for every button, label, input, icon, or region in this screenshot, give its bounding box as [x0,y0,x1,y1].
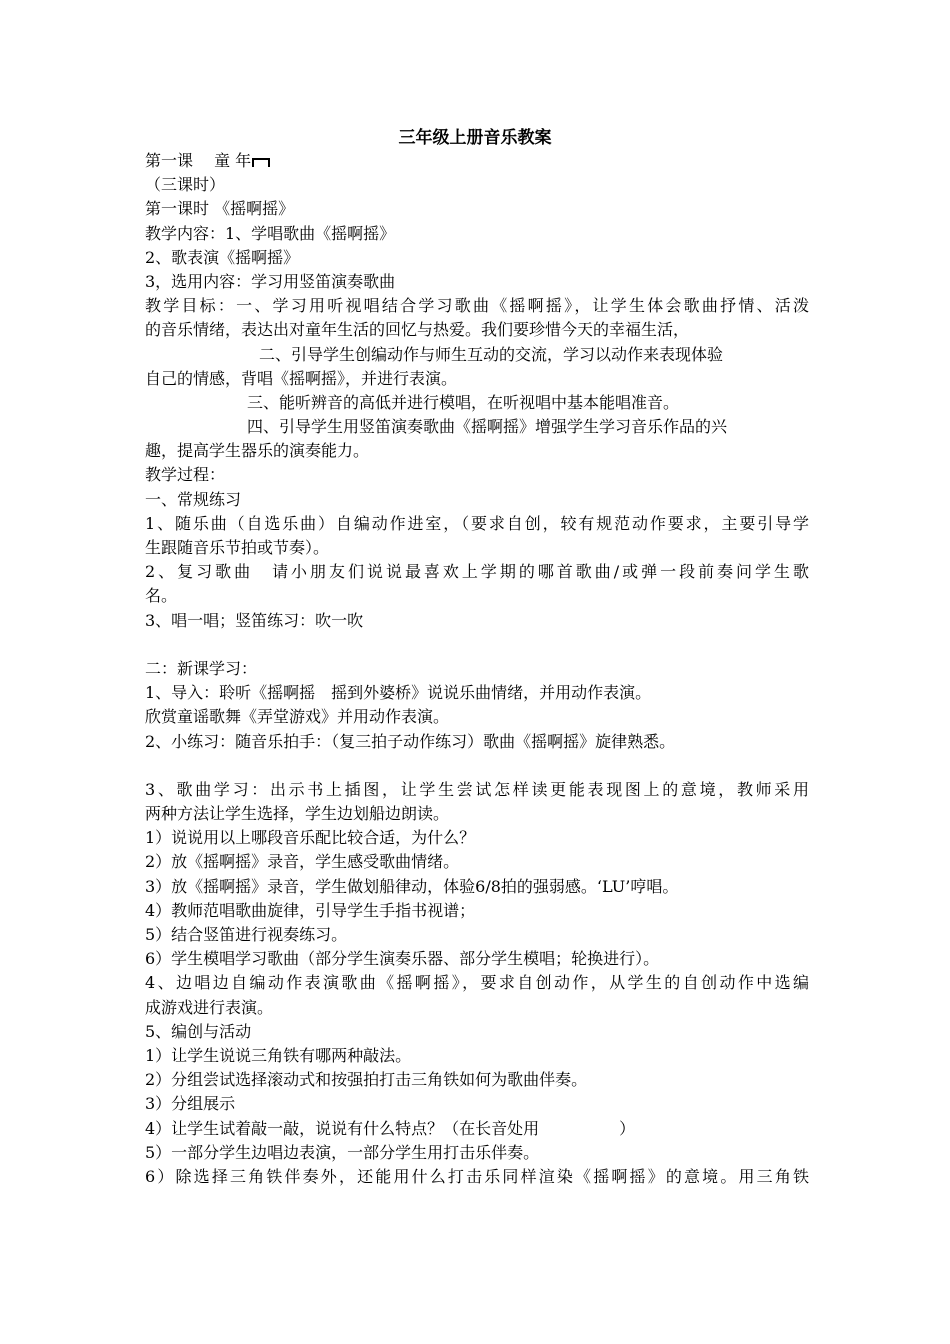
text-line: 4、边唱边自编动作表演歌曲《摇啊摇》，要求自创动作，从学生的自创动作中选编 [145,973,809,993]
text-line: 趣，提高学生器乐的演奏能力。 [145,441,370,461]
blank-line [145,754,809,778]
document-body [145,149,809,1189]
text-line: 4）教师范唱歌曲旋律，引导学生手指书视谱； [145,900,476,920]
annotation-mark-icon [252,158,270,167]
text-line: 6）学生模唱学习歌曲（部分学生演奏乐器、部分学生模唱；轮换进行）。 [145,949,660,969]
text-line: 1）说说用以上哪段音乐配比较合适，为什么？ [145,828,476,848]
text-line: 3）分组展示 [145,1094,236,1114]
text-line: 1、随乐曲（自选乐曲）自编动作进室，（要求自创，较有规范动作要求，主要引导学 [145,513,809,533]
text-line: 6）除选择三角铁伴奏外，还能用什么打击乐同样渲染《摇啊摇》的意境。用三角铁 [145,1166,809,1186]
text-line: 的音乐情绪，表达出对童年生活的回忆与热爱。我们要珍惜今天的幸福生活， [145,320,690,340]
text-line: 2）放《摇啊摇》录音，学生感受歌曲情绪。 [145,852,460,872]
text-line: 第一课时 《摇啊摇》 [145,199,295,219]
text-line: 3，选用内容：学习用竖笛演奏歌曲 [145,271,396,291]
text-line: 3、唱一唱；竖笛练习：吹一吹 [145,610,364,630]
text-line: 1）让学生说说三角铁有哪两种敲法。 [145,1045,412,1065]
text-line: （三课时） [145,175,226,195]
text-line: 3、歌曲学习：出示书上插图，让学生尝试怎样读更能表现图上的意境，教师采用 [145,779,809,799]
text-line: 三、能听辨音的高低并进行模唱，在听视唱中基本能唱准音。 [247,392,680,412]
text-line: 3）放《摇啊摇》录音，学生做划船律动，体验6/8拍的强弱感。‘LU’哼唱。 [145,876,679,896]
text-line: 两种方法让学生选择，学生边划船边朗读。 [145,804,450,824]
lesson-heading: 第一课 童 年 [145,151,252,170]
text-line: 一、常规练习 [145,489,242,509]
text-line: 自己的情感，背唱《摇啊摇》，并进行表演。 [145,368,458,388]
text-line: 二：新课学习： [145,658,258,678]
text-line: 教学内容：1、学唱歌曲《摇啊摇》 [145,223,396,243]
document-title: 三年级上册音乐教案 [398,128,552,148]
text-line: 2、小练习：随音乐拍手：（复三拍子动作练习）歌曲《摇啊摇》旋律熟悉。 [145,731,676,751]
text-line: 5、编创与活动 [145,1021,252,1041]
text-line: 名。 [145,586,178,606]
text-line: 2、复习歌曲 请小朋友们说说最喜欢上学期的哪首歌曲/或弹一段前奏问学生歌 [145,562,809,582]
text-line [145,149,809,173]
text-line: 教学目标：一、学习用听视唱结合学习歌曲《摇啊摇》，让学生体会歌曲抒情、活泼 [145,296,809,316]
text-line: 5）一部分学生边唱边表演，一部分学生用打击乐伴奏。 [145,1142,540,1162]
text-line: 欣赏童谣歌舞《弄堂游戏》并用动作表演。 [145,707,450,727]
text-line: 教学过程： [145,465,226,485]
text-line: 二、引导学生创编动作与师生互动的交流，学习以动作来表现体验 [259,344,724,364]
text-line: 四、引导学生用竖笛演奏歌曲《摇啊摇》增强学生学习音乐作品的兴 [247,417,728,437]
text-line: 生跟随音乐节拍或节奏）。 [145,538,330,557]
blank-line [145,633,809,657]
text-line: 2）分组尝试选择滚动式和按强拍打击三角铁如何为歌曲伴奏。 [145,1070,588,1090]
text-line: 2、歌表演《摇啊摇》 [145,247,300,267]
text-line: 成游戏进行表演。 [145,997,274,1017]
text-line: 5）结合竖笛进行视奏练习。 [145,925,348,944]
text-line: 4）让学生试着敲一敲，说说有什么特点？（在长音处用 ） [145,1118,636,1138]
text-line: 1、导入：聆听《摇啊摇 摇到外婆桥》说说乐曲情绪，并用动作表演。 [145,683,652,703]
